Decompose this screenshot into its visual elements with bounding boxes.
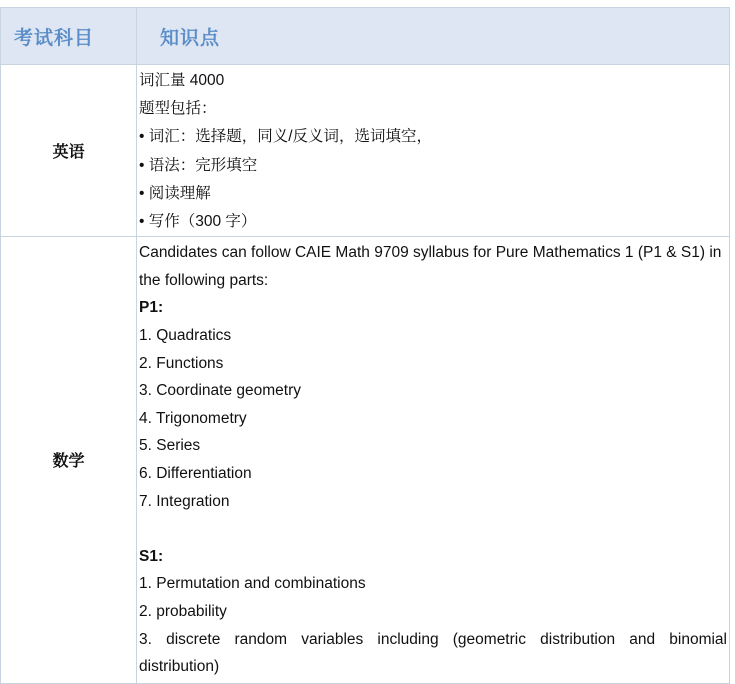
s1-heading: S1: [139, 547, 164, 565]
english-points [137, 65, 730, 237]
syllabus-table [0, 7, 730, 684]
s1-item: 1. Permutation and combinations [139, 575, 366, 593]
subject-english: 英语 [1, 65, 137, 237]
header-knowledge-points: 知识点 [137, 8, 730, 65]
p1-item: 3. Coordinate geometry [139, 382, 301, 400]
row-math [1, 237, 730, 684]
math-points [137, 237, 730, 684]
row-english [1, 65, 730, 237]
p1-item: 1. Quadratics [139, 327, 232, 344]
p1-item: 4. Trigonometry [139, 409, 247, 427]
english-line-grammar: • 语法：完形填空 [139, 156, 258, 174]
p1-item: 6. Differentiation [139, 464, 252, 482]
subject-math: 数学 [1, 237, 137, 684]
p1-heading: P1: [139, 299, 164, 317]
english-line-reading: • 阅读理解 [139, 184, 211, 202]
p1-item: 2. Functions [139, 354, 224, 372]
s1-item: 2. probability [139, 602, 227, 620]
spacer [139, 515, 727, 543]
english-line-vocab-size: 词汇量 4000 [139, 72, 225, 89]
math-intro: Candidates can follow CAIE Math 9709 syllabus for Pure Mathematics 1 (P1 & S1) in the following parts: [139, 244, 722, 289]
header-row [1, 8, 730, 65]
english-line-writing: • 写作（300 字） [139, 213, 257, 231]
p1-item: 5. Series [139, 437, 201, 455]
p1-item: 7. Integration [139, 492, 230, 510]
s1-item-last: 3. discrete random variables including (geometric distribution and binomial distribution) [139, 630, 727, 676]
header-subject: 考试科目 [1, 8, 137, 65]
english-line-vocabulary: • 词汇：选择题，同义/反义词，选词填空， [139, 128, 433, 146]
english-line-question-types: 题型包括： [139, 100, 217, 118]
